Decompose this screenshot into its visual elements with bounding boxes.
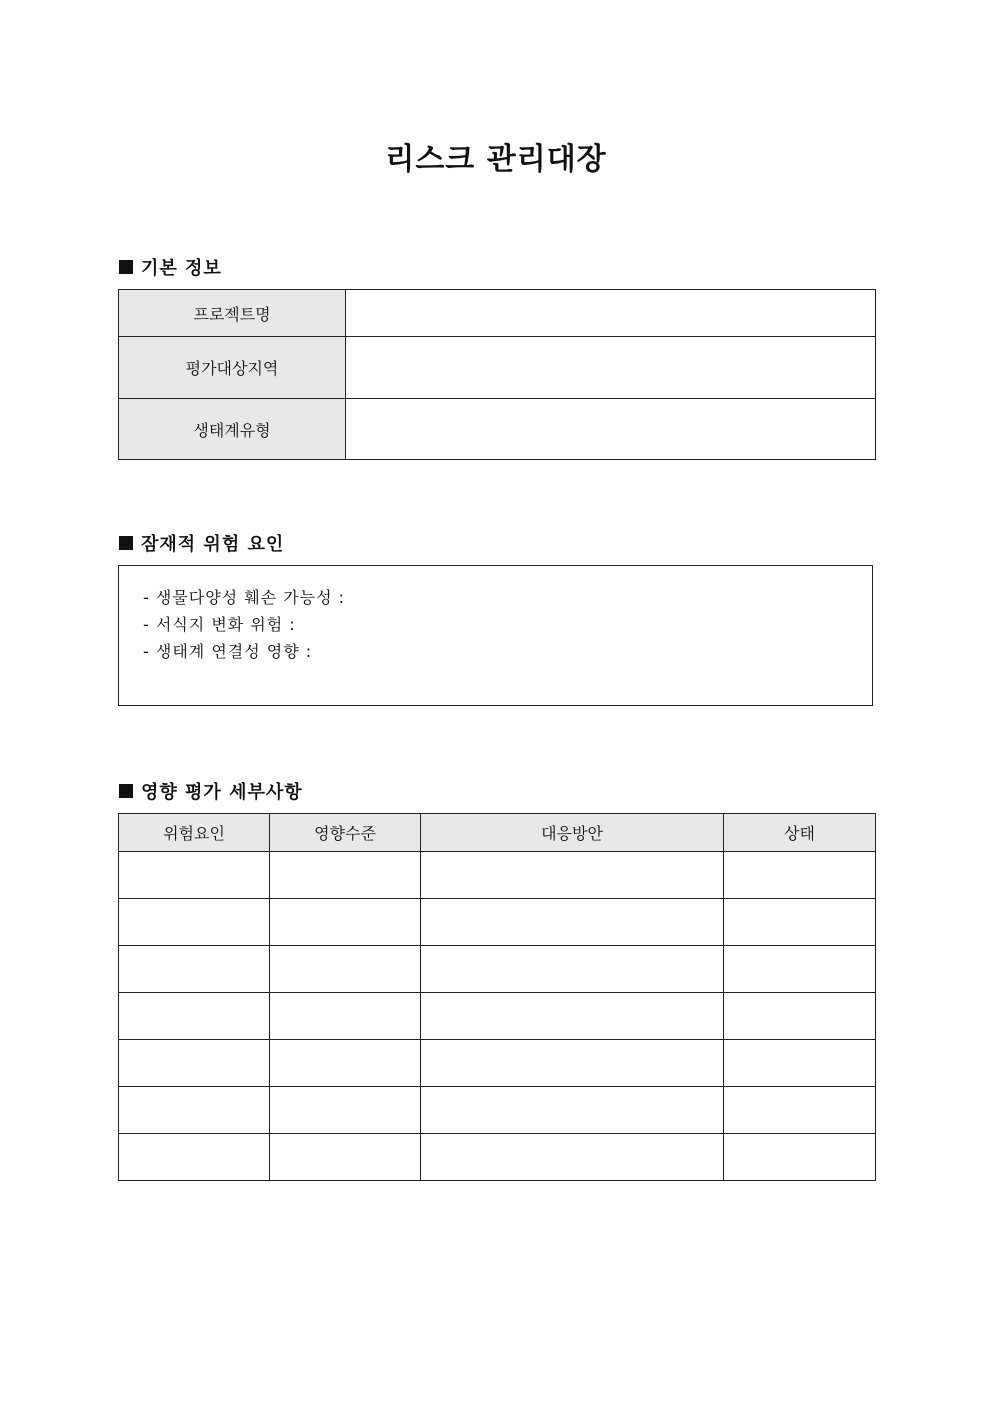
table-cell[interactable] <box>724 993 876 1040</box>
square-bullet-icon <box>119 536 133 550</box>
table-cell[interactable] <box>421 1134 724 1181</box>
table-cell[interactable] <box>724 1040 876 1087</box>
table-cell[interactable] <box>119 993 270 1040</box>
section-heading-potential-risks <box>119 530 284 556</box>
table-row <box>119 993 876 1040</box>
table-cell[interactable] <box>270 852 421 899</box>
table-row <box>119 852 876 899</box>
table-cell[interactable] <box>421 1040 724 1087</box>
table-cell[interactable] <box>421 899 724 946</box>
label-ecosystem-type: 생태계유형 <box>119 399 346 460</box>
section-heading-label: 영향 평가 세부사항 <box>141 782 303 803</box>
table-cell[interactable] <box>421 1087 724 1134</box>
table-cell[interactable] <box>119 946 270 993</box>
table-cell[interactable] <box>119 1087 270 1134</box>
table-row <box>119 1040 876 1087</box>
table-cell[interactable] <box>421 993 724 1040</box>
table-row <box>119 946 876 993</box>
column-header-status: 상태 <box>724 814 876 852</box>
table-cell[interactable] <box>119 1134 270 1181</box>
table-header-row <box>119 814 876 852</box>
table-row <box>119 899 876 946</box>
potential-risks-box[interactable] <box>118 565 873 706</box>
table-cell[interactable] <box>421 852 724 899</box>
table-cell[interactable] <box>270 1040 421 1087</box>
table-cell[interactable] <box>270 946 421 993</box>
square-bullet-icon <box>119 260 133 274</box>
table-cell[interactable] <box>270 1087 421 1134</box>
table-cell[interactable] <box>724 852 876 899</box>
table-row <box>119 1087 876 1134</box>
section-heading-label: 기본 정보 <box>141 258 222 279</box>
impact-assessment-table <box>118 813 876 1181</box>
table-cell[interactable] <box>421 946 724 993</box>
table-cell[interactable] <box>270 993 421 1040</box>
table-row <box>119 1134 876 1181</box>
project-name-field[interactable] <box>346 290 876 337</box>
table-cell[interactable] <box>724 946 876 993</box>
table-cell[interactable] <box>724 1087 876 1134</box>
table-row <box>119 337 876 399</box>
table-cell[interactable] <box>270 1134 421 1181</box>
ecosystem-type-field[interactable] <box>346 399 876 460</box>
risk-item-habitat: - 서식지 변화 위험 : <box>143 615 296 634</box>
label-project-name: 프로젝트명 <box>119 290 346 337</box>
basic-info-table <box>118 289 876 460</box>
label-assessment-region: 평가대상지역 <box>119 337 346 399</box>
table-row <box>119 290 876 337</box>
risk-item-biodiversity: - 생물다양성 훼손 가능성 : <box>143 588 346 607</box>
table-cell[interactable] <box>724 899 876 946</box>
section-heading-impact-assessment <box>119 778 303 804</box>
table-cell[interactable] <box>270 899 421 946</box>
column-header-impact-level: 영향수준 <box>270 814 421 852</box>
column-header-risk-factor: 위험요인 <box>119 814 270 852</box>
section-heading-label: 잠재적 위험 요인 <box>141 534 285 555</box>
table-cell[interactable] <box>724 1134 876 1181</box>
document-title: 리스크 관리대장 <box>385 142 607 177</box>
square-bullet-icon <box>119 784 133 798</box>
table-cell[interactable] <box>119 899 270 946</box>
section-heading-basic-info <box>119 254 222 280</box>
risk-item-connectivity: - 생태계 연결성 영향 : <box>143 642 313 661</box>
table-cell[interactable] <box>119 1040 270 1087</box>
table-cell[interactable] <box>119 852 270 899</box>
table-row <box>119 399 876 460</box>
assessment-region-field[interactable] <box>346 337 876 399</box>
column-header-response-plan: 대응방안 <box>421 814 724 852</box>
